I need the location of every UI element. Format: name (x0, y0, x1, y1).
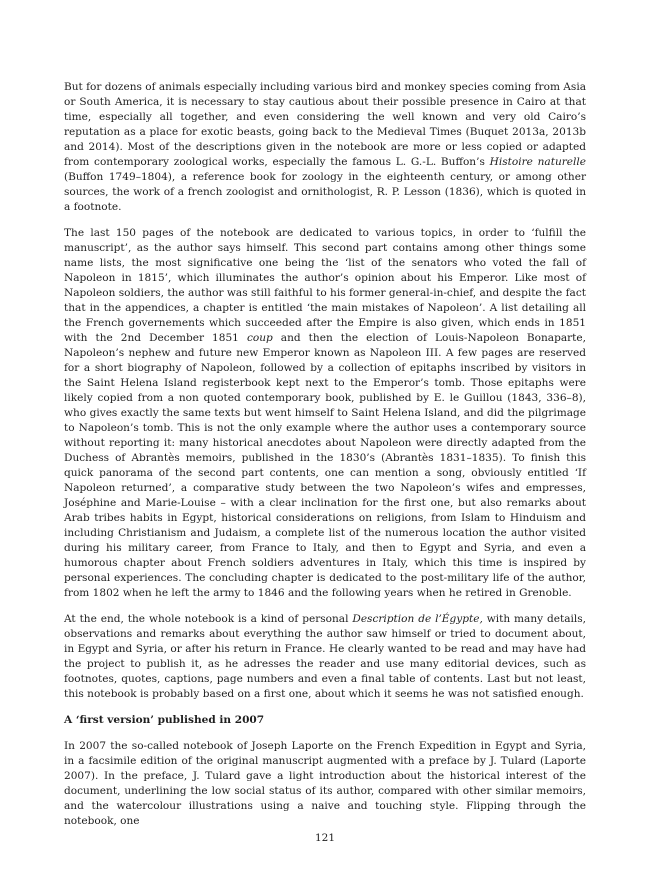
page-body (64, 80, 586, 840)
paragraph-text: At the end, the whole notebook is a kind of personal (64, 613, 353, 625)
paragraph-text: But for dozens of animals especially including various bird and monkey species coming from Asia or South America, it is necessary to stay cautious about their possible presence in Cairo at that time, especially all together, and even considering the well known and very old Cairo’s reputation as a place for exotic beasts, going back to the Medieval Times (Buquet 2013a, 2013b and 2014). Most of the descriptions given in the notebook are more or less copied or adapted from contemporary zoological works, especially the famous L. G.-L. Buffon’s (64, 81, 586, 168)
italic-term: coup (246, 332, 273, 344)
paragraph-text: and then the election of Louis-Napoleon Bonaparte, Napoleon’s nephew and future new Emperor known as Napoleon III. A few pages are reserved for a short biography of Napoleon, followed by a collection of epitaphs inscribed by visitors in the Saint Helena Island registerbook kept next to the Emperor’s tomb. Those epitaphs were likely copied from a non quoted contemporary book, published by E. le Guillou (1843, 336–8), who gives exactly the same texts but went himself to Saint Helena Island, and did the pilgrimage to Napoleon’s tomb. This is not the only example where the author uses a contemporary source without reporting it: many historical anecdotes about Napoleon were directly adapted from the Duchess of Abrantès memoirs, published in the 1830’s (Abrantès 1831–1835). To finish this quick panorama of the second part contents, one can mention a song, obviously entitled ‘If Napoleon returned’, a comparative study between the two Napoleon’s wifes and empresses, Joséphine and Marie-Louise – with a clear inclination for the first one, but also remarks about Arab tribes habits in Egypt, historical considerations on religions, from Islam to Hinduism and including Christianism and Judaism, a complete list of the numerous location the author visited during his military career, from France to Italy, and then to Egypt and Syria, and even a humorous chapter about French soldiers adventures in Italy, which this time is inspired by personal experiences. The concluding chapter is dedicated to the post-military life of the author, from 1802 when he left the army to 1846 and the following years when he retired in Grenoble. (64, 332, 586, 599)
book-title: Description de l’Égypte, (352, 613, 483, 625)
paragraph-second-part (64, 226, 586, 601)
section-heading: A ‘first version’ published in 2007 (64, 714, 265, 726)
paragraph-conclusion (64, 612, 586, 702)
book-title: Histoire naturelle (489, 156, 587, 168)
paragraph-text: with many details, observations and remarks about everything the author saw himself or tried to document about, in Egypt and Syria, or after his return in France. He clearly wanted to be read and may have had the project to publish it, as he adresses the reader and use many editorial devices, such as footnotes, quotes, captions, page numbers and even a final table of contents. Last but not least, this notebook is probably based on a first one, about which it seems he was not satisfied enough. (64, 613, 587, 700)
paragraph-animals (64, 80, 586, 215)
page-number: 121 (314, 832, 336, 844)
paragraph-text: (Buffon 1749–1804), a reference book for zoology in the eighteenth century, or among other sources, the work of a french zoologist and ornithologist, R. P. Lesson (1836), which is quoted in a footnote. (64, 171, 586, 213)
paragraph-text: The last 150 pages of the notebook are dedicated to various topics, in order to ‘fulfill the manuscript’, as the author says himself. This second part contains among other things some name lists, the most significative one being the ‘list of the senators who voted the fall of Napoleon in 1815’, which illuminates the author’s opinion about his Emperor. Like most of Napoleon soldiers, the author was still faithful to his former general-in-chief, and despite the fact that in the appendices, a chapter is entitled ‘the main mistakes of Napoleon’. A list detailing all the French governements which succeeded after the Empire is also given, which ends in 1851 with the 2nd December 1851 (64, 227, 586, 344)
paragraph-first-version: In 2007 the so-called notebook of Joseph Laporte on the French Expedition in Egypt and Syria, in a facsimile edition of the original manuscript augmented with a preface by J. Tulard (Laporte 2007). In the preface, J. Tulard gave a light introduction about the historical interest of the document, underlining the low social status of its author, compared with other similar memoirs, and the watercolour illustrations using a naive and touching style. Flipping through the notebook, one (64, 740, 586, 827)
